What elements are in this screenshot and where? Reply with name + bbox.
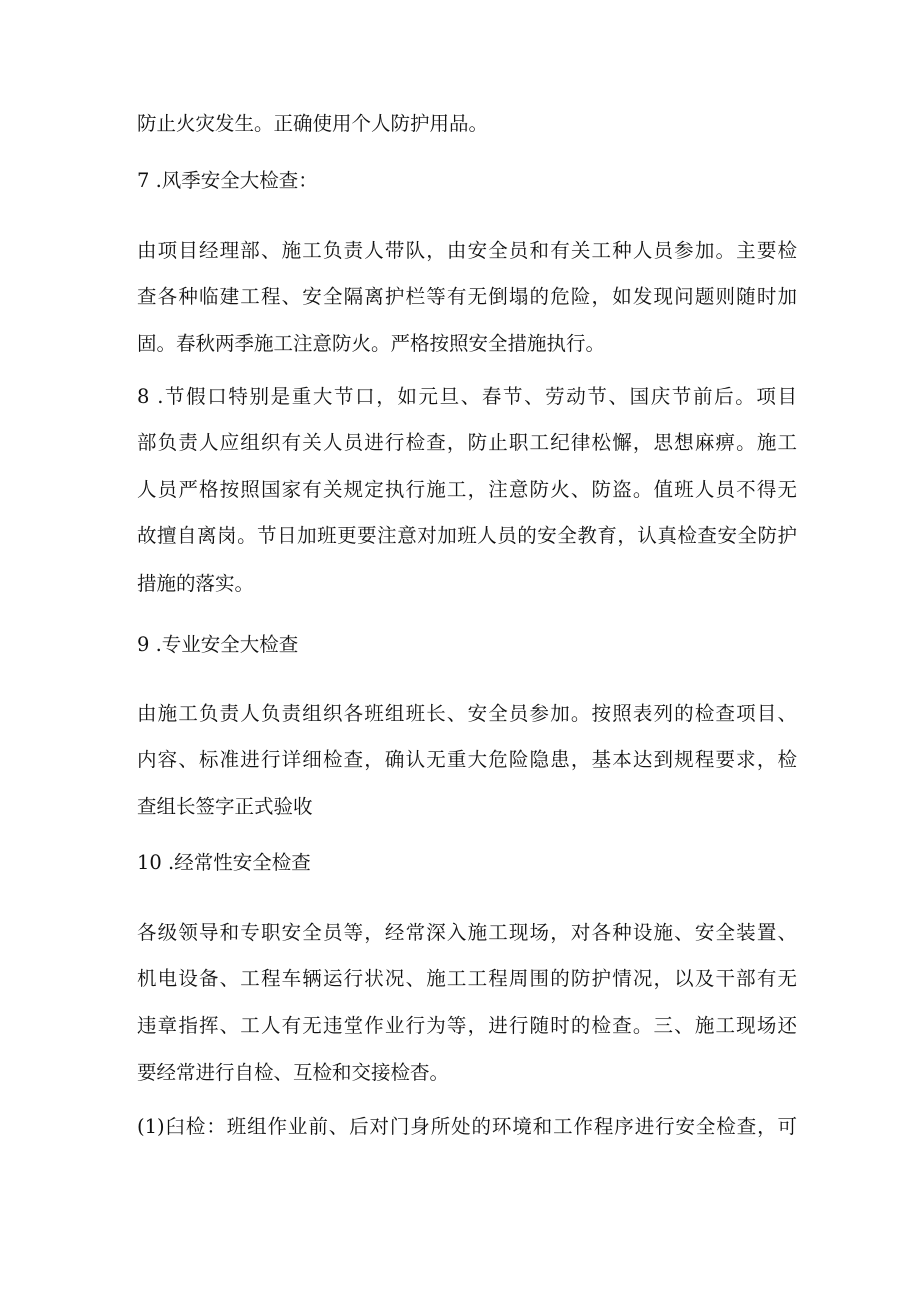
- text-line: 查组长签字正式验收: [137, 795, 313, 818]
- section-heading-8: 8 .节假口特别是重大节口，如元旦、春节、劳动节、国庆节前后。项目: [137, 385, 797, 408]
- text-line: 违章指挥、工人有无违堂作业行为等，进行随时的检查。三、施工现场还: [137, 1014, 797, 1037]
- text-line: 故擅自离岗。节日加班更要注意对加班人员的安全教育，认真检查安全防护: [137, 524, 797, 547]
- text-line: 部负责人应组织有关人员进行检查，防止职工纪律松懈，思想麻痹。施工: [137, 431, 797, 454]
- section-heading-7: 7 .风季安全大检查：: [137, 169, 318, 192]
- text-line: 由项目经理部、施工负责人带队，由安全员和有关工种人员参加。主要检: [137, 239, 797, 262]
- text-line: 机电设备、工程车辆运行状况、施工工程周围的防护情况，以及干部有无: [137, 967, 797, 990]
- text-line: 固。春秋两季施工注意防火。严格按照安全措施执行。: [137, 332, 606, 355]
- text-line: 内容、标准进行详细检查，确认无重大危险隐患，基本达到规程要求，检: [137, 748, 797, 771]
- text-line: 措施的落实。: [137, 572, 255, 595]
- text-line: 查各种临建工程、安全隔离护栏等有无倒塌的危险，如发现问题则随时加: [137, 285, 797, 308]
- text-line: 人员严格按照国家有关规定执行施工，注意防火、防盗。值班人员不得无: [137, 478, 797, 501]
- text-line: 各级领导和专职安全员等，经常深入施工现场，对各种设施、安全装置、: [137, 921, 797, 944]
- section-heading-9: 9 .专业安全大检查: [137, 633, 299, 656]
- text-line: (1)臼检：班组作业前、后对门身所处的环境和工作程序进行安全检查，可: [137, 1115, 797, 1138]
- text-line: 由施工负责人负责组织各班组班长、安全员参加。按照表列的检查项目、: [137, 702, 797, 725]
- text-line: 防止火灾发生。正确使用个人防护用品。: [137, 112, 489, 135]
- text-line: 要经常进行自检、互检和交接检杳。: [137, 1061, 450, 1084]
- section-heading-10: 10 .经常性安全检查: [137, 851, 311, 874]
